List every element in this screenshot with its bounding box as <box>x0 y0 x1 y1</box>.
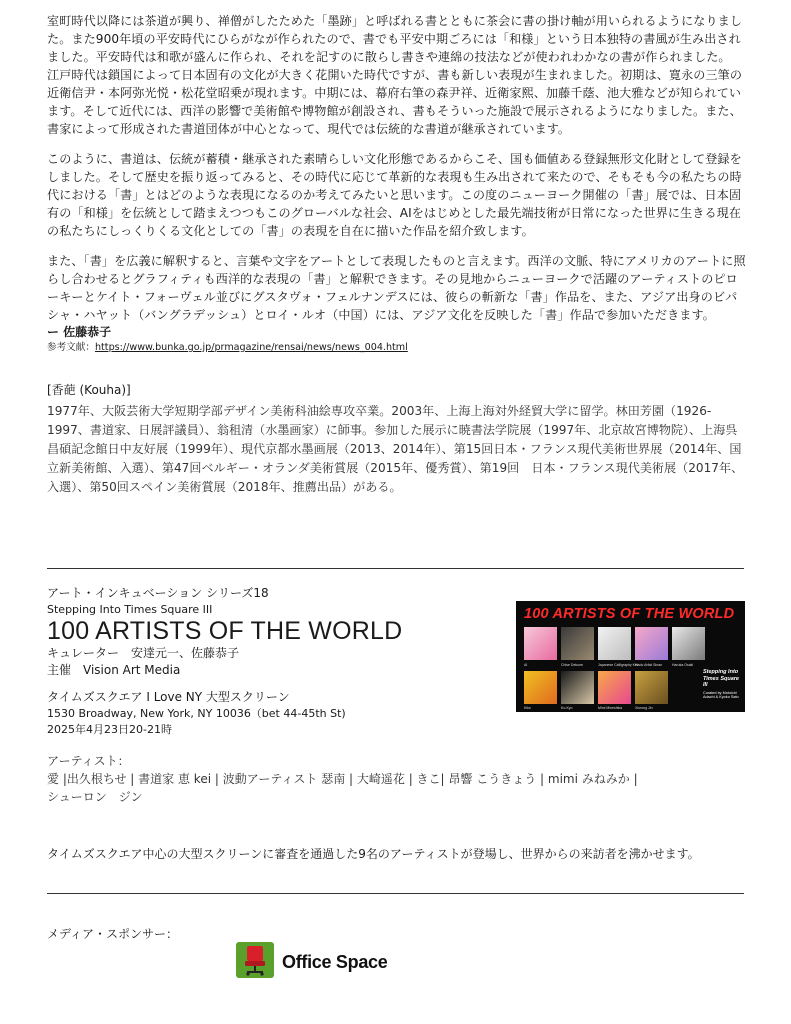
bio-heading: [香葩 (Kouha)] <box>47 383 131 397</box>
office-space-logo <box>236 942 388 978</box>
sponsor-name: Office Space <box>282 952 388 972</box>
reference-label: 参考文献： <box>47 342 95 353</box>
poster-thumb-8 <box>598 671 631 704</box>
poster-thumb-4 <box>635 627 668 660</box>
poster-caption-8: Mimi Mineshika <box>598 706 623 710</box>
venue: タイムズスクエア I Love NY 大型スクリーン <box>47 690 290 704</box>
poster-thumb-5 <box>672 627 705 660</box>
intro-paragraph-2: 江戸時代は鎖国によって日本固有の文化が大きく花開いた時代ですが、書も新しい表現が生まれました。初期は、寛永の三筆の近衛信尹・本阿弥光悦・松花堂昭乗が現れます。中期には、幕府右筆の森尹祥、近衛家熙、加藤千蔭、池大雅などが知られています。そして近代には、西洋の影響で美術館や博物館が創設され、書もそういった施設で展示されるようになりました。また、書家によって形成された書道団体が中心となって、現代では伝統的な書道が継承されています。 <box>47 68 743 136</box>
poster-title: 100 ARTISTS OF THE WORLD <box>524 606 735 622</box>
office-chair-icon <box>236 942 274 978</box>
closing-text: タイムズスクエア中心の大型スクリーンに審査を通過した9名のアーティストが登場し、世界からの来訪者を沸かせます。 <box>47 847 700 861</box>
poster-caption-6: Kiko <box>524 706 531 710</box>
organizer: 主催 Vision Art Media <box>47 663 181 677</box>
reference-link[interactable]: https://www.bunka.go.jp/prmagazine/rensai/news/news_004.html <box>94 342 408 353</box>
divider-top <box>47 568 744 569</box>
artists-line-1: 愛 |出久根ちせ | 書道家 恵 kei | 波動アーティスト 瑟南 | 大崎遥花 | きこ| 昂響 こうきょう | mimi みねみか | <box>47 772 638 786</box>
poster-caption-2: Chise Dekune <box>561 663 583 667</box>
exhibition-title: 100 ARTISTS OF THE WORLD <box>47 617 403 645</box>
intro-paragraph-3: このように、書道は、伝統が蓄積・継承された素晴らしい文化形態であるからこそ、国も価値ある登録無形文化財として登録をしました。そして歴史を振り返ってみると、その時代に応じて革新的な表現も生み出されて来たので、そもそも今の私たちの時代における「書」とはどのような表現になるのか考えてみたいと思います。この度のニューヨーク開催の「書」展では、日本固有の「和様」を伝統として踏まえつつもこのグローバルな社会、AIをはじめとした最先端技術が日常になった世界に生きる現在の私たちにしっくりくる文化としての「書」の表現を自在に描いた作品を紹介致します。 <box>47 152 742 238</box>
address: 1530 Broadway, New York, NY 10036（bet 44-45th St) <box>47 707 346 720</box>
poster-thumb-6 <box>524 671 557 704</box>
poster-thumb-9 <box>635 671 668 704</box>
intro-paragraph-1: 室町時代以降には茶道が興り、禅僧がしたためた「墨跡」と呼ばれる書とともに茶会に書の掛け軸が用いられるようになりました。また900年頃の平安時代にひらがなが作られたので、書でも平安中期ごろには「和様」という日本独特の書風が生み出されました。平安時代は和歌が盛んに作られ、それを記すのに散らし書きや連綿の技法などが使われわかなの書が作られました。 <box>47 14 743 64</box>
media-sponsor-label: メディア・スポンサー： <box>47 927 179 941</box>
artists-line-2: シューロン ジン <box>47 790 143 804</box>
poster-side-title-text: Stepping Into Times Square III <box>703 669 739 688</box>
intro-paragraph-4: また、「書」を広義に解釈すると、言葉や文字をアートとして表現したものと言えます。西洋の文脈、特にアメリカのアートに照らし合わせるとグラフィティも西洋的な表現の「書」と解釈できます。その見地からニューヨークで活躍のアーティストのピローキーとケイト・フォーヴェル並びにグスタヴォ・フェルナンデスには、彼らの斬新な「書」作品を、また、アジア出身のビパシャ・ハヤット（バングラデッシュ）とロイ・ルオ（中国）には、アジア文化を反映した「書」作品で参加いただきます。 <box>47 254 746 322</box>
poster-caption-5: Haruka Osaki <box>672 663 694 667</box>
poster-caption-1: AI <box>524 663 528 667</box>
bio-text: 1977年、大阪芸術大学短期学部デザイン美術科油絵専攻卒業。2003年、上海上海対外経貿大学に留学。林田芳園（1926-1997、書道家、日展評議員）、翁租清（水墨画家）に師事。参加した展示に暁書法学院展（1997年、北京故宮博物院）、上海呉昌碩記念館日中友好展（1999年）、現代京都水墨画展（2013、2014年）、第15回日本・フランス現代美術世界展（2014年、国立新美術館、入選）、第47回ベルギー・オランダ美術賞展（2015年、優秀賞）、第19回 日本・フランス現代美術展（2017年、入選）、第50回スペイン美術賞展（2018年、推薦出品）がある。 <box>47 404 744 494</box>
poster-thumb-7 <box>561 671 594 704</box>
author-signature: ー 佐藤恭子 <box>47 325 112 339</box>
reference-line <box>47 340 747 355</box>
poster-thumb-3 <box>598 627 631 660</box>
poster-side-subtitle: Curated by Motoichi Adachi & Kyoko Sato <box>703 690 739 699</box>
poster-caption-3: Japanese Calligraphy Kei <box>598 663 638 667</box>
divider-bottom <box>47 893 744 894</box>
poster-caption-4: Hado Artist Sinan <box>635 663 663 667</box>
exhibition-poster-image <box>516 601 745 712</box>
curators: キュレーター 安達元一、佐藤恭子 <box>47 646 240 660</box>
artists-label: アーティスト： <box>47 754 130 768</box>
poster-caption-9: Xiurong Jin <box>635 706 653 710</box>
intro-section <box>47 12 747 497</box>
poster-thumb-1 <box>524 627 557 660</box>
datetime: 2025年4月23日20-21時 <box>47 723 172 736</box>
poster-thumb-2 <box>561 627 594 660</box>
exhibition-subtitle: Stepping Into Times Square III <box>47 603 213 616</box>
poster-side-title <box>703 669 741 700</box>
poster-caption-7: Ko-Kyo <box>561 706 573 710</box>
series-label: アート・インキュベーション シリーズ18 <box>47 586 269 600</box>
